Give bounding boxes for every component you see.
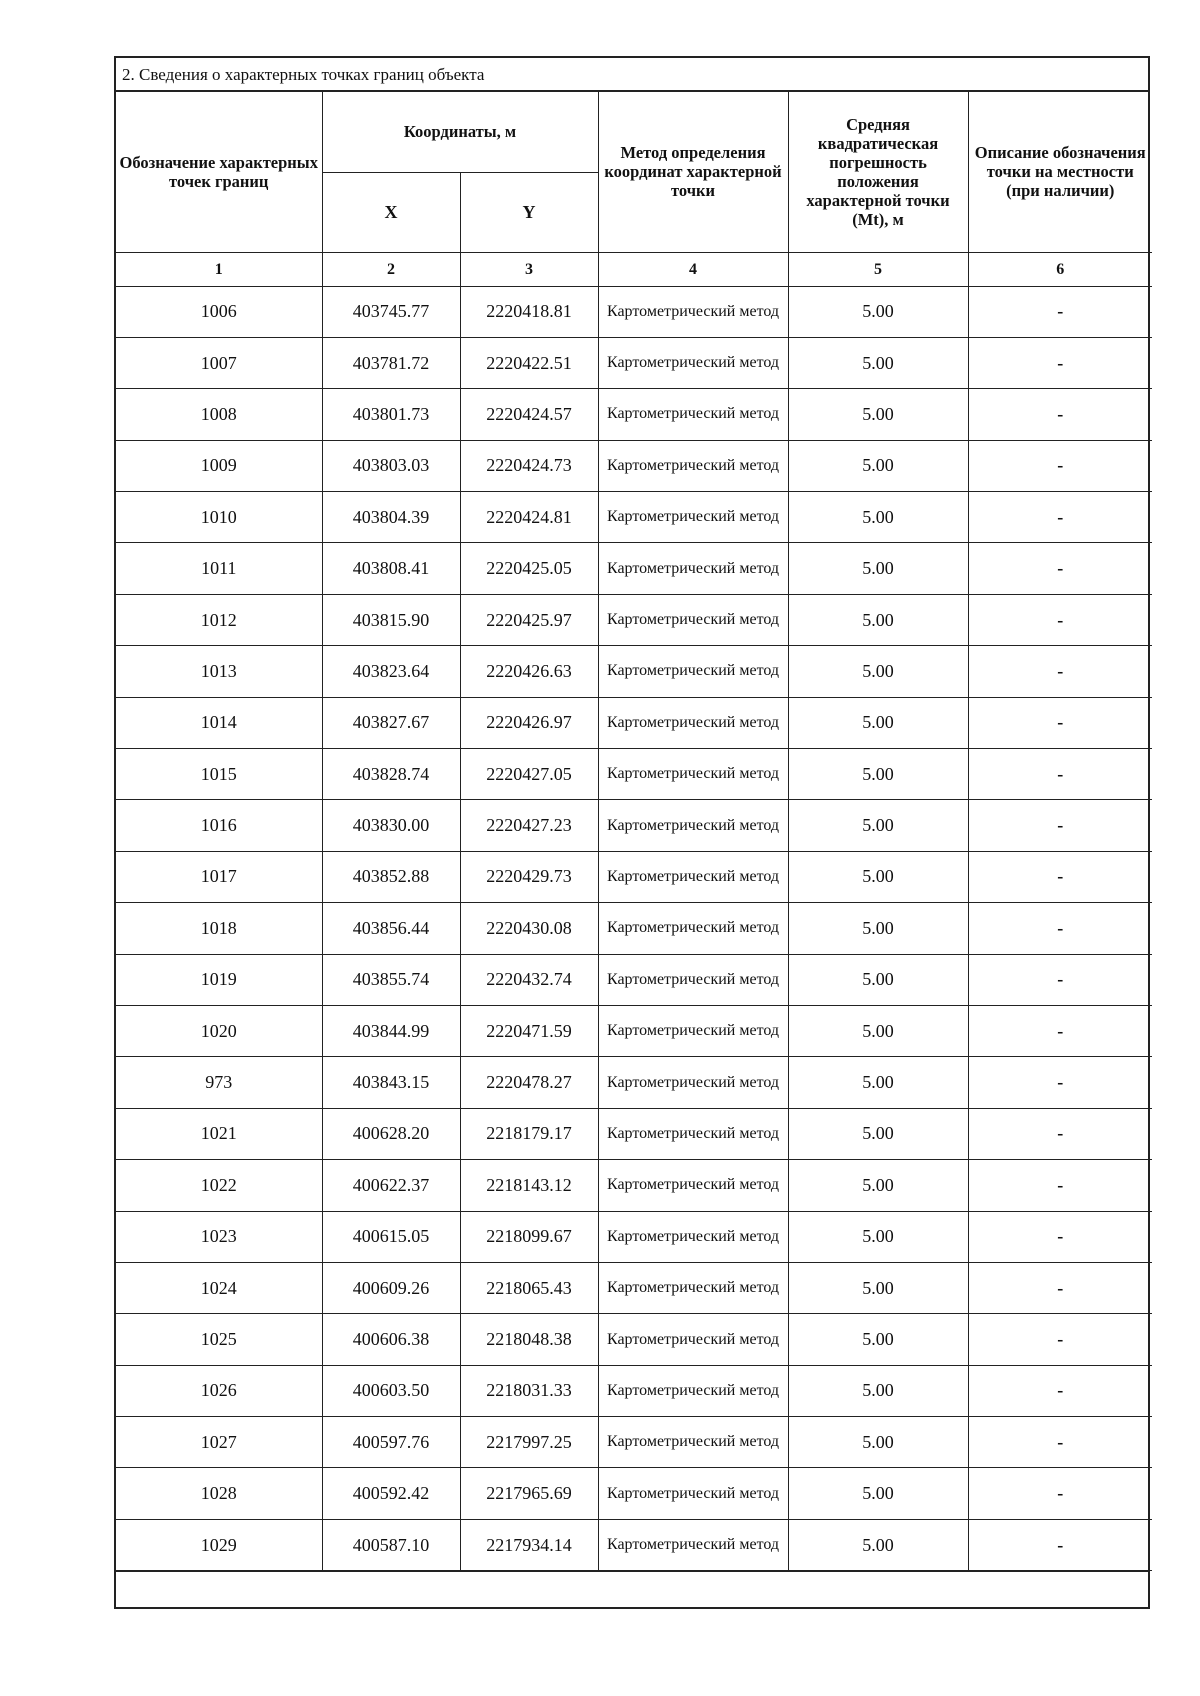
description-cell: - — [968, 1519, 1152, 1570]
table-row — [116, 1160, 1152, 1211]
coordinate-x-cell: 403745.77 — [322, 286, 460, 337]
description-cell: - — [968, 440, 1152, 491]
table-row — [116, 492, 1152, 543]
boundary-points-sheet — [114, 56, 1150, 1609]
accuracy-cell: 5.00 — [788, 337, 968, 388]
point-number-cell: 1014 — [116, 697, 322, 748]
description-cell: - — [968, 1262, 1152, 1313]
method-cell: Картометрический метод — [598, 1108, 788, 1159]
coordinate-x-cell: 403856.44 — [322, 903, 460, 954]
method-cell: Картометрический метод — [598, 1262, 788, 1313]
coordinate-y-cell: 2220425.97 — [460, 594, 598, 645]
point-number-cell: 1023 — [116, 1211, 322, 1262]
coordinate-x-cell: 400609.26 — [322, 1262, 460, 1313]
coordinate-x-cell: 403781.72 — [322, 337, 460, 388]
table-row — [116, 851, 1152, 902]
column-number: 5 — [788, 252, 968, 286]
column-number: 2 — [322, 252, 460, 286]
method-cell: Картометрический метод — [598, 1005, 788, 1056]
method-cell: Картометрический метод — [598, 594, 788, 645]
table-row — [116, 337, 1152, 388]
coordinate-y-cell: 2220429.73 — [460, 851, 598, 902]
coordinate-x-cell: 403844.99 — [322, 1005, 460, 1056]
header-y: Y — [460, 172, 598, 252]
point-number-cell: 1006 — [116, 286, 322, 337]
accuracy-cell: 5.00 — [788, 1468, 968, 1519]
coordinate-x-cell: 403828.74 — [322, 749, 460, 800]
coordinate-y-cell: 2220427.05 — [460, 749, 598, 800]
header-designation: Обозначение характерных точек границ — [116, 92, 322, 252]
point-number-cell: 1028 — [116, 1468, 322, 1519]
accuracy-cell: 5.00 — [788, 389, 968, 440]
point-number-cell: 1015 — [116, 749, 322, 800]
method-cell: Картометрический метод — [598, 954, 788, 1005]
accuracy-cell: 5.00 — [788, 1005, 968, 1056]
description-cell: - — [968, 1468, 1152, 1519]
description-cell: - — [968, 1057, 1152, 1108]
coordinate-x-cell: 400592.42 — [322, 1468, 460, 1519]
point-number-cell: 1011 — [116, 543, 322, 594]
header-accuracy: Средняя квадратическая погрешность положения характерной точки (Mt), м — [788, 92, 968, 252]
method-cell: Картометрический метод — [598, 851, 788, 902]
description-cell: - — [968, 1160, 1152, 1211]
method-cell: Картометрический метод — [598, 1365, 788, 1416]
coordinate-x-cell: 403855.74 — [322, 954, 460, 1005]
table-row — [116, 1262, 1152, 1313]
method-cell: Картометрический метод — [598, 800, 788, 851]
coordinate-y-cell: 2220432.74 — [460, 954, 598, 1005]
method-cell: Картометрический метод — [598, 1057, 788, 1108]
point-number-cell: 1013 — [116, 646, 322, 697]
coordinate-x-cell: 403804.39 — [322, 492, 460, 543]
header-x: X — [322, 172, 460, 252]
coordinate-y-cell: 2220425.05 — [460, 543, 598, 594]
accuracy-cell: 5.00 — [788, 1417, 968, 1468]
coordinate-x-cell: 400597.76 — [322, 1417, 460, 1468]
coordinate-y-cell: 2218099.67 — [460, 1211, 598, 1262]
coordinate-x-cell: 403823.64 — [322, 646, 460, 697]
column-numbers-row — [116, 252, 1152, 286]
point-number-cell: 1016 — [116, 800, 322, 851]
table-row — [116, 954, 1152, 1005]
coordinate-y-cell: 2220427.23 — [460, 800, 598, 851]
column-number: 1 — [116, 252, 322, 286]
method-cell: Картометрический метод — [598, 749, 788, 800]
table-row — [116, 286, 1152, 337]
accuracy-cell: 5.00 — [788, 1108, 968, 1159]
coordinate-y-cell: 2220422.51 — [460, 337, 598, 388]
method-cell: Картометрический метод — [598, 1160, 788, 1211]
point-number-cell: 1010 — [116, 492, 322, 543]
method-cell: Картометрический метод — [598, 1417, 788, 1468]
point-number-cell: 1018 — [116, 903, 322, 954]
table-body — [116, 286, 1152, 1571]
point-number-cell: 1027 — [116, 1417, 322, 1468]
header-description: Описание обозначения точки на местности (при наличии) — [968, 92, 1152, 252]
table-header — [116, 92, 1152, 286]
coordinate-y-cell: 2220418.81 — [460, 286, 598, 337]
method-cell: Картометрический метод — [598, 1211, 788, 1262]
coordinate-x-cell: 400628.20 — [322, 1108, 460, 1159]
table-row — [116, 1057, 1152, 1108]
table-row — [116, 389, 1152, 440]
description-cell: - — [968, 800, 1152, 851]
coordinate-y-cell: 2218143.12 — [460, 1160, 598, 1211]
coordinate-x-cell: 400606.38 — [322, 1314, 460, 1365]
description-cell: - — [968, 286, 1152, 337]
description-cell: - — [968, 697, 1152, 748]
description-cell: - — [968, 594, 1152, 645]
description-cell: - — [968, 903, 1152, 954]
method-cell: Картометрический метод — [598, 440, 788, 491]
table-row — [116, 1211, 1152, 1262]
table-row — [116, 1108, 1152, 1159]
point-number-cell: 1024 — [116, 1262, 322, 1313]
coordinate-y-cell: 2220471.59 — [460, 1005, 598, 1056]
column-number: 3 — [460, 252, 598, 286]
coordinate-y-cell: 2220424.57 — [460, 389, 598, 440]
table-row — [116, 697, 1152, 748]
table-row — [116, 1365, 1152, 1416]
accuracy-cell: 5.00 — [788, 646, 968, 697]
table-row — [116, 800, 1152, 851]
coordinate-y-cell: 2220424.81 — [460, 492, 598, 543]
point-number-cell: 973 — [116, 1057, 322, 1108]
accuracy-cell: 5.00 — [788, 1211, 968, 1262]
description-cell: - — [968, 954, 1152, 1005]
accuracy-cell: 5.00 — [788, 749, 968, 800]
coordinate-y-cell: 2218065.43 — [460, 1262, 598, 1313]
method-cell: Картометрический метод — [598, 389, 788, 440]
coordinate-y-cell: 2220478.27 — [460, 1057, 598, 1108]
coordinate-x-cell: 403830.00 — [322, 800, 460, 851]
point-number-cell: 1019 — [116, 954, 322, 1005]
method-cell: Картометрический метод — [598, 1519, 788, 1570]
coordinate-y-cell: 2220430.08 — [460, 903, 598, 954]
method-cell: Картометрический метод — [598, 903, 788, 954]
description-cell: - — [968, 749, 1152, 800]
accuracy-cell: 5.00 — [788, 1160, 968, 1211]
boundary-points-table — [116, 92, 1152, 1571]
point-number-cell: 1025 — [116, 1314, 322, 1365]
table-row — [116, 1417, 1152, 1468]
description-cell: - — [968, 1005, 1152, 1056]
coordinate-x-cell: 400622.37 — [322, 1160, 460, 1211]
table-row — [116, 1468, 1152, 1519]
coordinate-x-cell: 400603.50 — [322, 1365, 460, 1416]
description-cell: - — [968, 337, 1152, 388]
point-number-cell: 1007 — [116, 337, 322, 388]
header-method: Метод определения координат характерной точки — [598, 92, 788, 252]
point-number-cell: 1009 — [116, 440, 322, 491]
accuracy-cell: 5.00 — [788, 440, 968, 491]
table-empty-footer-row — [116, 1571, 1148, 1607]
method-cell: Картометрический метод — [598, 337, 788, 388]
accuracy-cell: 5.00 — [788, 1519, 968, 1570]
accuracy-cell: 5.00 — [788, 903, 968, 954]
method-cell: Картометрический метод — [598, 1314, 788, 1365]
point-number-cell: 1012 — [116, 594, 322, 645]
coordinate-x-cell: 400587.10 — [322, 1519, 460, 1570]
description-cell: - — [968, 389, 1152, 440]
description-cell: - — [968, 1108, 1152, 1159]
table-row — [116, 1314, 1152, 1365]
header-coordinates: Координаты, м — [322, 92, 598, 172]
description-cell: - — [968, 1417, 1152, 1468]
table-row — [116, 749, 1152, 800]
table-row — [116, 1005, 1152, 1056]
point-number-cell: 1017 — [116, 851, 322, 902]
description-cell: - — [968, 1365, 1152, 1416]
coordinate-y-cell: 2220424.73 — [460, 440, 598, 491]
accuracy-cell: 5.00 — [788, 543, 968, 594]
coordinate-x-cell: 400615.05 — [322, 1211, 460, 1262]
accuracy-cell: 5.00 — [788, 286, 968, 337]
coordinate-x-cell: 403852.88 — [322, 851, 460, 902]
coordinate-y-cell: 2217934.14 — [460, 1519, 598, 1570]
point-number-cell: 1020 — [116, 1005, 322, 1056]
description-cell: - — [968, 1314, 1152, 1365]
accuracy-cell: 5.00 — [788, 594, 968, 645]
coordinate-x-cell: 403803.03 — [322, 440, 460, 491]
accuracy-cell: 5.00 — [788, 954, 968, 1005]
point-number-cell: 1022 — [116, 1160, 322, 1211]
accuracy-cell: 5.00 — [788, 1365, 968, 1416]
accuracy-cell: 5.00 — [788, 1314, 968, 1365]
coordinate-y-cell: 2218031.33 — [460, 1365, 598, 1416]
section-title: 2. Сведения о характерных точках границ объекта — [116, 58, 1148, 92]
description-cell: - — [968, 543, 1152, 594]
coordinate-y-cell: 2220426.63 — [460, 646, 598, 697]
method-cell: Картометрический метод — [598, 646, 788, 697]
method-cell: Картометрический метод — [598, 492, 788, 543]
table-row — [116, 903, 1152, 954]
accuracy-cell: 5.00 — [788, 800, 968, 851]
column-number: 6 — [968, 252, 1152, 286]
coordinate-y-cell: 2218048.38 — [460, 1314, 598, 1365]
accuracy-cell: 5.00 — [788, 1057, 968, 1108]
method-cell: Картометрический метод — [598, 286, 788, 337]
coordinate-x-cell: 403827.67 — [322, 697, 460, 748]
description-cell: - — [968, 1211, 1152, 1262]
table-row — [116, 594, 1152, 645]
description-cell: - — [968, 646, 1152, 697]
method-cell: Картометрический метод — [598, 697, 788, 748]
coordinate-x-cell: 403808.41 — [322, 543, 460, 594]
coordinate-y-cell: 2220426.97 — [460, 697, 598, 748]
column-number: 4 — [598, 252, 788, 286]
accuracy-cell: 5.00 — [788, 1262, 968, 1313]
point-number-cell: 1008 — [116, 389, 322, 440]
method-cell: Картометрический метод — [598, 543, 788, 594]
coordinate-x-cell: 403815.90 — [322, 594, 460, 645]
coordinate-x-cell: 403801.73 — [322, 389, 460, 440]
table-row — [116, 1519, 1152, 1570]
coordinate-y-cell: 2217997.25 — [460, 1417, 598, 1468]
table-row — [116, 646, 1152, 697]
table-row — [116, 543, 1152, 594]
coordinate-y-cell: 2217965.69 — [460, 1468, 598, 1519]
accuracy-cell: 5.00 — [788, 697, 968, 748]
description-cell: - — [968, 492, 1152, 543]
method-cell: Картометрический метод — [598, 1468, 788, 1519]
point-number-cell: 1021 — [116, 1108, 322, 1159]
coordinate-y-cell: 2218179.17 — [460, 1108, 598, 1159]
accuracy-cell: 5.00 — [788, 492, 968, 543]
point-number-cell: 1026 — [116, 1365, 322, 1416]
point-number-cell: 1029 — [116, 1519, 322, 1570]
description-cell: - — [968, 851, 1152, 902]
table-row — [116, 440, 1152, 491]
accuracy-cell: 5.00 — [788, 851, 968, 902]
coordinate-x-cell: 403843.15 — [322, 1057, 460, 1108]
